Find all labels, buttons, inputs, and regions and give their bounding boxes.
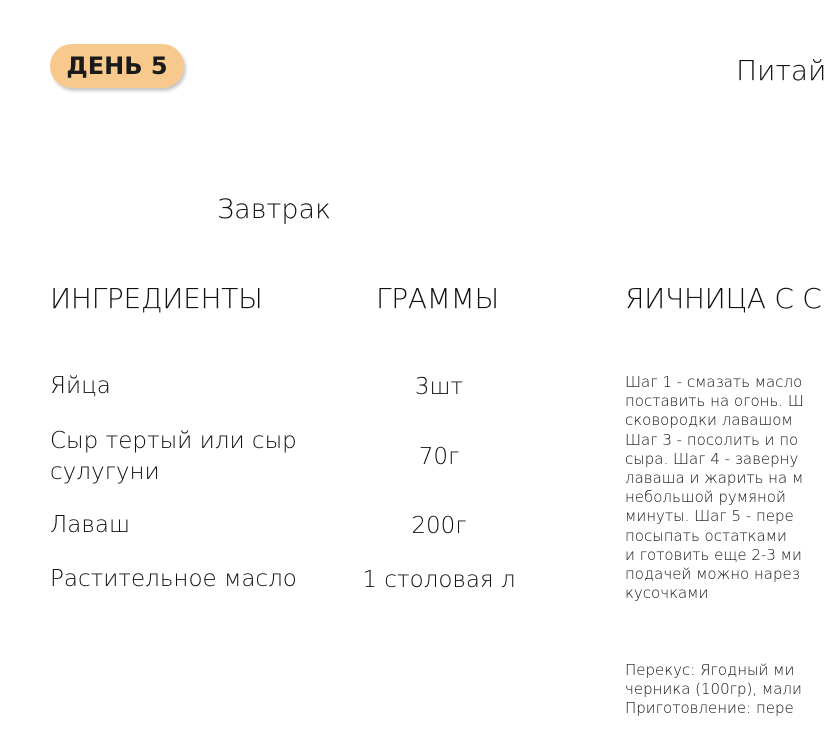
snack-section (625, 661, 825, 719)
ingredient-amount: 1 столовая л (362, 566, 516, 593)
ingredient-name: Лаваш (50, 512, 131, 538)
snack-line: черника (100гр), мали (625, 680, 802, 699)
recipe-line: минуты. Шаг 5 - пере (625, 507, 794, 526)
recipe-line: сыра. Шаг 4 - заверну (625, 449, 799, 468)
table-row (50, 510, 570, 541)
ingredient-name: Сыр тертый или сыр сулугуни (50, 428, 297, 485)
recipe-line: подачей можно нарез (625, 565, 800, 584)
snack-line: Перекус: Ягодный ми (625, 661, 795, 679)
meal-title: Завтрак (217, 194, 332, 225)
ingredient-amount: 3шт (414, 373, 464, 400)
recipe-line: посыпать остатками (625, 526, 787, 545)
recipe-line: небольшой румяной (625, 488, 786, 507)
ingredient-name: Яйца (50, 373, 111, 399)
ingredient-amount: 70г (418, 444, 460, 470)
recipe-line: и готовить еще 2-3 ми (625, 545, 802, 564)
table-row (50, 371, 570, 402)
recipe-line: сковородки лавашом (625, 411, 793, 430)
recipe-line: Шаг 1 - смазать масло (625, 373, 803, 391)
recipe-line: Шаг 3 - посолить и по (625, 430, 799, 449)
recipe-line: поставить на огонь. Ш (625, 392, 804, 411)
ingredient-amount: 200г (411, 512, 467, 539)
table-row (50, 426, 570, 488)
grams-header: ГРАММЫ (376, 282, 499, 315)
recipe-line: кусочками (625, 584, 709, 603)
ingredient-name: Растительное масло (50, 566, 297, 592)
snack-line: Приготовление: пере (625, 699, 794, 718)
recipe-title: ЯИЧНИЦА С С (625, 282, 822, 315)
recipe-steps (625, 373, 825, 603)
day-badge: ДЕНЬ 5 (50, 44, 184, 88)
plan-title: Питай (736, 54, 826, 87)
recipe-line: лаваша и жарить на м (625, 469, 804, 488)
ingredients-header: ИНГРЕДИЕНТЫ (50, 282, 263, 315)
table-row (50, 564, 570, 595)
